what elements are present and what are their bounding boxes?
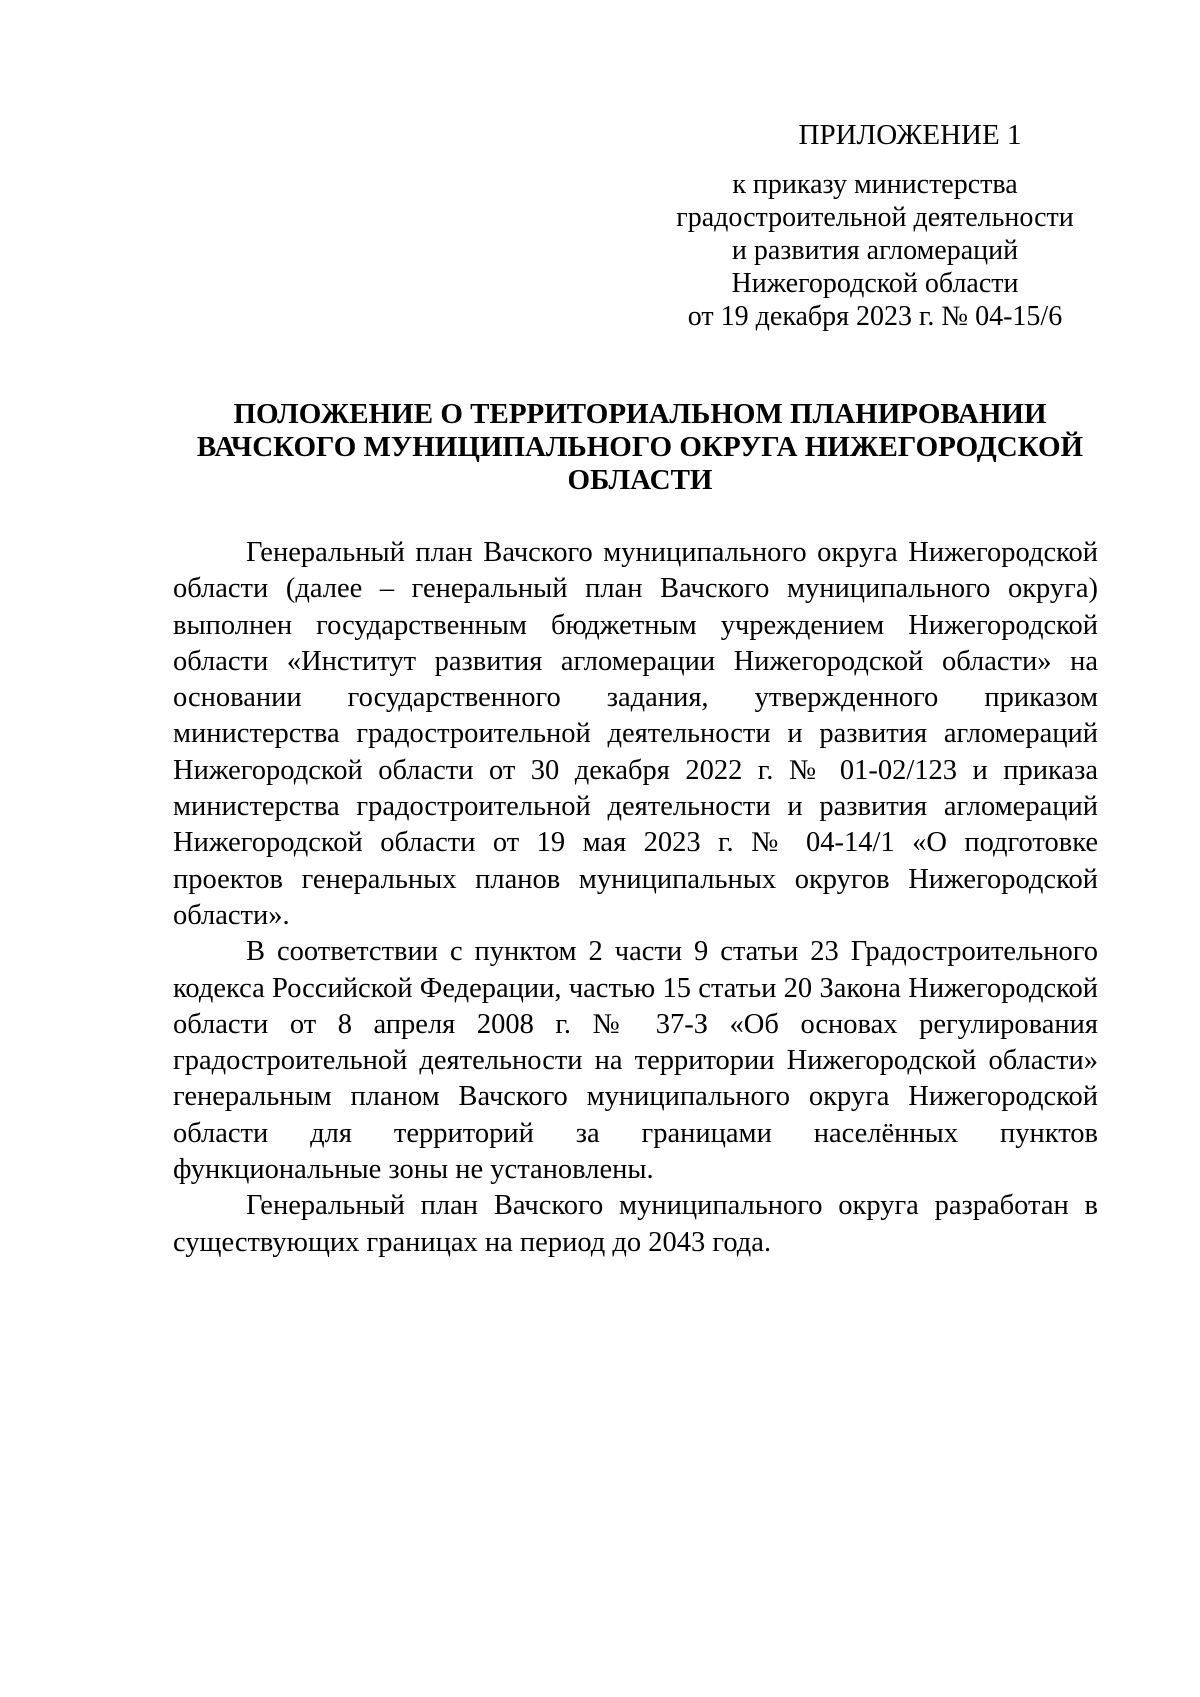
appendix-line: и развития агломераций [731,235,1019,266]
appendix-label: ПРИЛОЖЕНИЕ 1 [798,119,1022,151]
paragraph: Генеральный план Вачского муниципального округа разработан в существующих границах на период до 2043 года. [173,1190,1098,1258]
title-line: ПОЛОЖЕНИЕ О ТЕРРИТОРИАЛЬНОМ ПЛАНИРОВАНИИ [233,398,1047,430]
document-body [173,535,1098,1261]
appendix-line: к приказу министерства [732,169,1018,200]
document-title [170,398,1110,497]
appendix-line: Нижегородской области [731,268,1019,299]
paragraph: Генеральный план Вачского муниципального округа Нижегородской области (далее – генеральный план Вачского муниципального округа) выполнен государственным бюджетным учреждением Нижегородской области «Институт развития агломерации Нижегородской области» на основании государственного задания, утвержденного приказом министерства градостроительной деятельности и развития агломераций Нижегородской области от 30 декабря 2022 г. № 01-02/123 и приказа министерства градостроительной деятельности и развития агломераций Нижегородской области от 19 мая 2023 г. № 04-14/1 «О подготовке проектов генеральных планов муниципальных округов Нижегородской области». [173,537,1098,931]
appendix-line: градостроительной деятельности [676,202,1074,233]
appendix-reference [640,168,1110,333]
title-line: ВАЧСКОГО МУНИЦИПАЛЬНОГО ОКРУГА НИЖЕГОРОДСКОЙ [196,431,1084,463]
appendix-line: от 19 декабря 2023 г. № 04-15/6 [687,301,1063,332]
title-line: ОБЛАСТИ [567,464,713,496]
paragraph: В соответствии с пунктом 2 части 9 статьи 23 Градостроительного кодекса Российской Федерации, частью 15 статьи 20 Закона Нижегородской области от 8 апреля 2008 г. № 37-З «Об основах регулирования градостроительной деятельности на территории Нижегородской области» генеральным планом Вачского муниципального округа Нижегородской области для территорий за границами населённых пунктов функциональные зоны не установлены. [173,936,1098,1186]
